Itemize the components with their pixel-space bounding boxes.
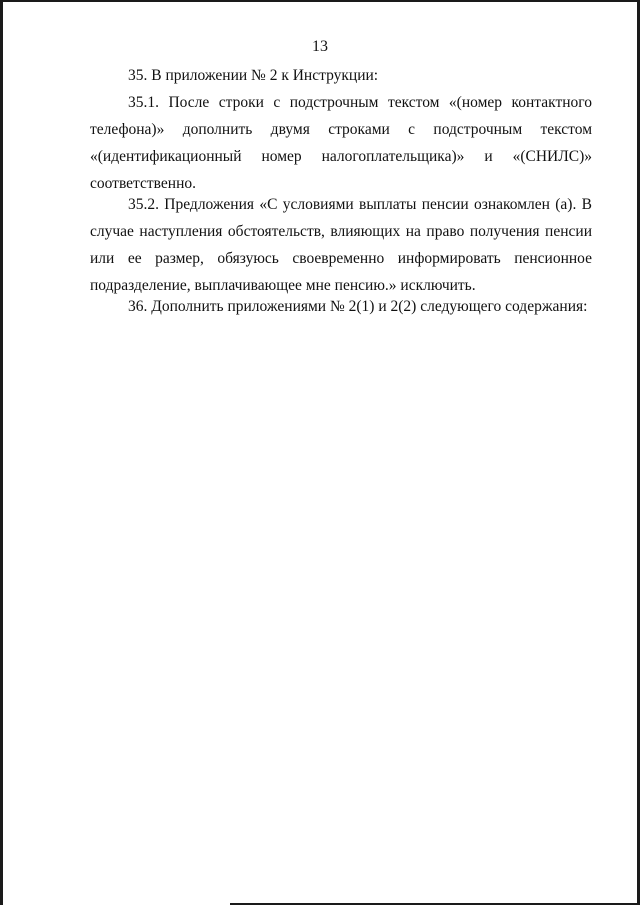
scan-border-left bbox=[0, 0, 3, 905]
paragraph-36: 36. Дополнить приложениями № 2(1) и 2(2) следующего содержания: bbox=[128, 298, 588, 315]
paragraph-35-block bbox=[90, 62, 592, 89]
scan-border-top bbox=[0, 0, 640, 2]
paragraph-35: 35. В приложении № 2 к Инструкции: bbox=[128, 67, 379, 84]
page-number: 13 bbox=[312, 38, 328, 55]
paragraph-35-2-block bbox=[90, 191, 592, 299]
paragraph-36-block bbox=[90, 293, 592, 320]
paragraph-35-1-block bbox=[90, 89, 592, 197]
paragraph-35-2: 35.2. Предложения «С условиями выплаты пенсии ознакомлен (а). В случае наступления обстоятельств, влияющих на право получения пенсии или ее размер, обязуюсь своевременно информировать пенсионное подразделение, выплачивающее мне пенсию.» исключить. bbox=[90, 196, 592, 294]
paragraph-35-1: 35.1. После строки с подстрочным текстом «(номер контактного телефона)» дополнить двумя строками с подстрочным текстом «(идентификационный номер налогоплательщика)» и «(СНИЛС)» соответственно. bbox=[90, 94, 592, 192]
